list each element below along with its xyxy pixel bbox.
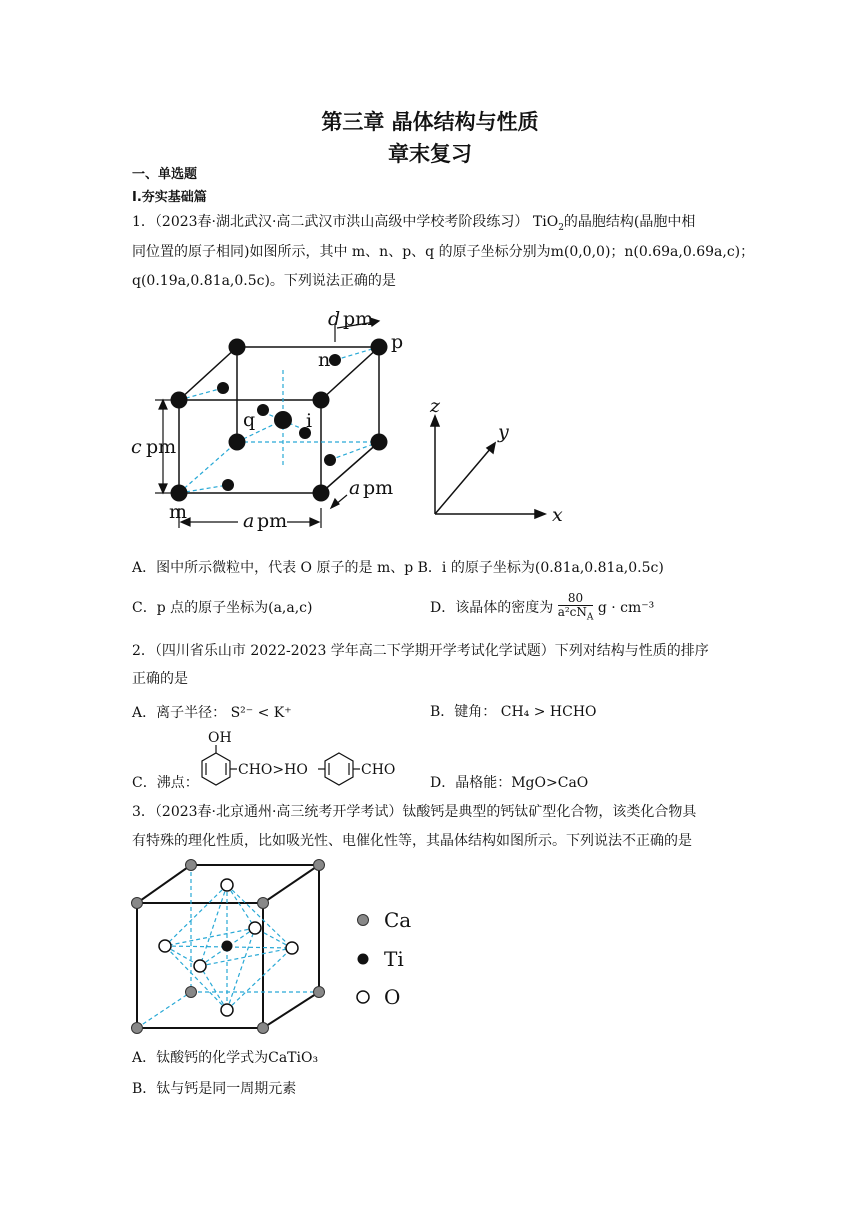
- perovskite-unit-cell-figure: [125, 855, 425, 1040]
- label-a-bottom-pm: pm: [257, 510, 288, 532]
- label-d: d: [328, 308, 341, 330]
- axis-y-label: y: [498, 421, 509, 443]
- cho-ho-label: CHO>HO: [238, 762, 308, 778]
- label-c-pm: pm: [146, 436, 177, 458]
- q2-option-c-structures: [196, 728, 416, 788]
- q2-option-d: D．晶格能：MgO>CaO: [430, 775, 589, 791]
- axis-x-label: x: [552, 504, 563, 526]
- q2-line1: 2．（四川省乐山市 2022-2023 学年高二下学期开学考试化学试题）下列对结构与性质的排序: [132, 643, 709, 659]
- oh-label: OH: [208, 730, 232, 746]
- q1-option-d: D．该晶体的密度为 $\frac{80}{a^2cN_A}$ g · cm⁻³: [430, 591, 655, 623]
- page-title: 第三章 晶体结构与性质: [321, 110, 539, 134]
- label-a-side: a: [349, 477, 361, 499]
- legend-ca: Ca: [384, 908, 412, 932]
- legend-ti: Ti: [384, 947, 404, 971]
- cho-label: CHO: [361, 762, 396, 778]
- label-m: m: [169, 501, 188, 523]
- q2-option-b: B．键角： CH₄ > HCHO: [430, 704, 597, 720]
- page-subtitle: 章末复习: [388, 142, 472, 166]
- label-p: p: [391, 331, 404, 353]
- q3-line1: 3．（2023春·北京通州·高三统考开学考试）钛酸钙是典型的钙钛矿型化合物，该类化合物具: [132, 804, 697, 820]
- q2-line2: 正确的是: [132, 671, 188, 687]
- q3-option-a: A．钛酸钙的化学式为CaTiO₃: [132, 1050, 319, 1066]
- q3-line2: 有特殊的理化性质，比如吸光性、电催化性等，其晶体结构如图所示。下列说法不正确的是: [132, 833, 692, 849]
- label-a-bottom: a: [243, 510, 255, 532]
- label-a-side-pm: pm: [363, 477, 394, 499]
- q2-option-c-label: C．沸点：: [132, 775, 199, 791]
- label-n: n: [318, 349, 331, 371]
- label-d-pm: pm: [343, 308, 374, 330]
- label-i: i: [306, 410, 313, 432]
- q1-line3: q(0.19a,0.81a,0.5c)。下列说法正确的是: [132, 273, 396, 289]
- q1-option-c: C．p 点的原子坐标为(a,a,c): [132, 600, 313, 616]
- q3-option-b: B．钛与钙是同一周期元素: [132, 1081, 297, 1097]
- label-c: c: [131, 436, 142, 458]
- q1-line2: 同位置的原子相同)如图所示，其中 m、n、p、q 的原子坐标分别为m(0,0,0)；n(0.69a,0.69a,c)；: [132, 244, 755, 260]
- q2-option-a: A．离子半径： S²⁻ < K⁺: [132, 705, 292, 721]
- axis-z-label: z: [430, 395, 441, 417]
- q1-option-a: A．图中所示微粒中，代表 O 原子的是 m、p B．i 的原子坐标为(0.81a,0.81a,0.5c): [132, 560, 664, 576]
- q1-line1: 1．（2023春·湖北武汉·高二武汉市洪山高级中学校考阶段练习） TiO$_2$的晶胞结构(晶胞中相: [132, 214, 696, 233]
- label-q: q: [243, 409, 256, 431]
- legend-o: O: [384, 985, 401, 1009]
- section-heading: 一、单选题: [132, 167, 198, 182]
- section-subheading: Ⅰ.夯实基础篇: [132, 190, 207, 205]
- tio2-unit-cell-figure: [125, 300, 595, 535]
